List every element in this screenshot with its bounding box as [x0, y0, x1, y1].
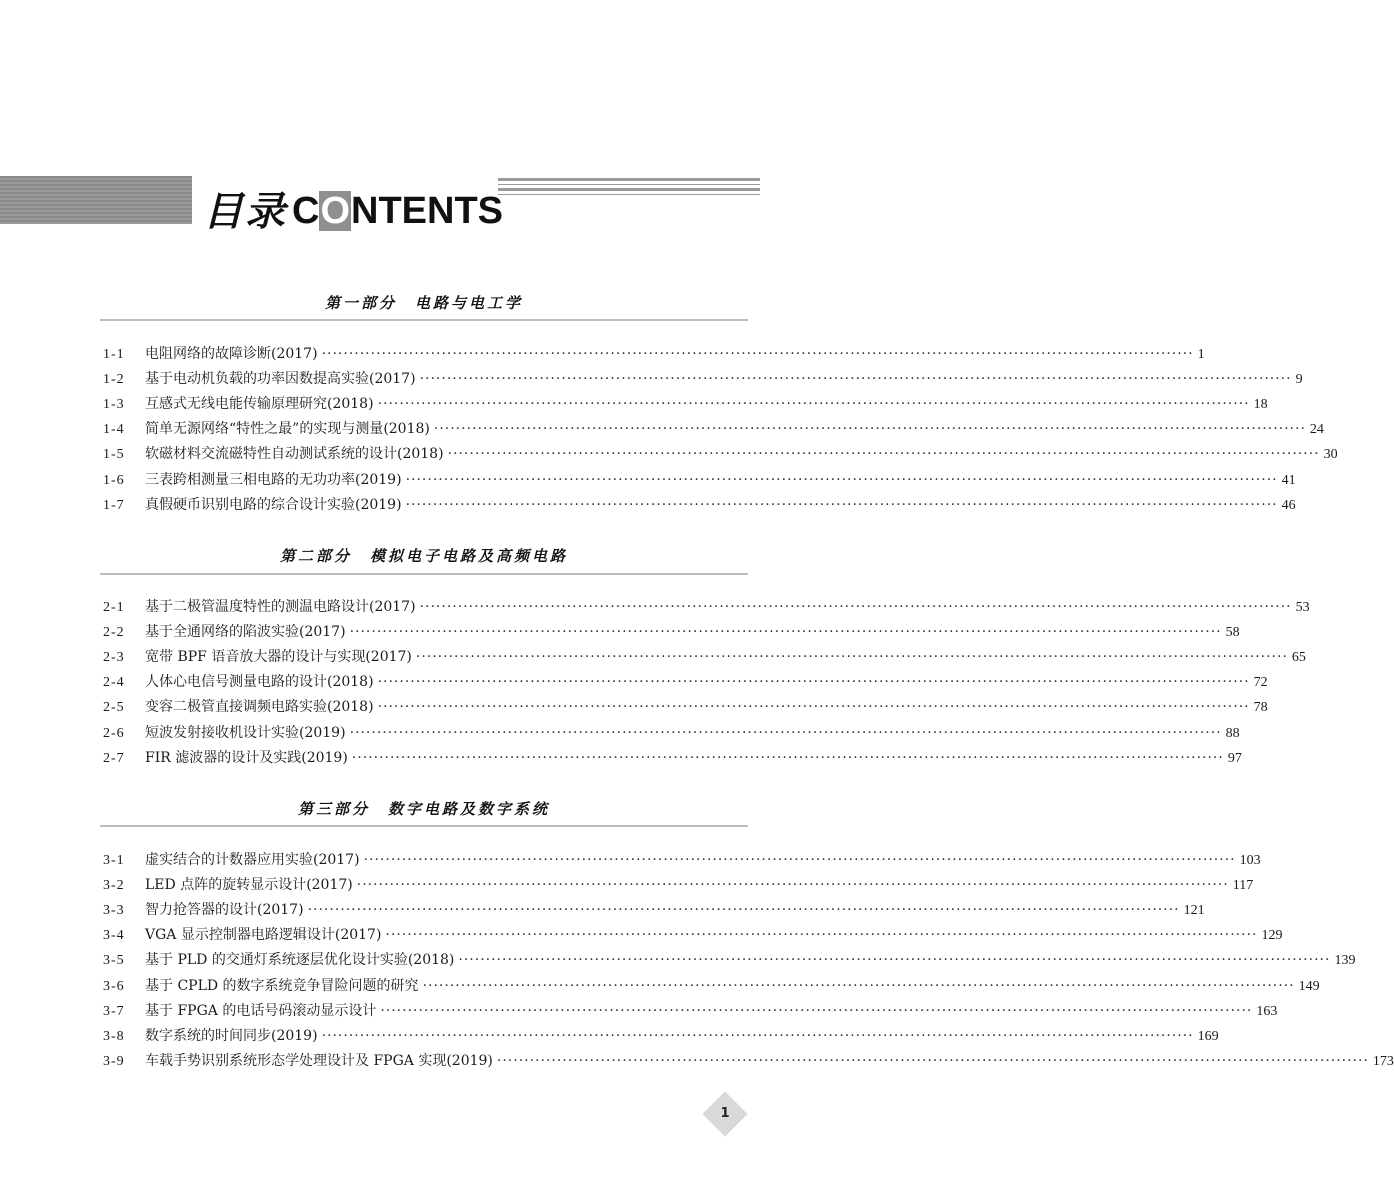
section-title: 第二部分 模拟电子电路及高频电路: [279, 547, 568, 565]
entry-page: 30: [1323, 447, 1338, 463]
entry-page: 65: [1291, 650, 1306, 666]
entry-number: 3-2: [103, 878, 125, 894]
entry-page: 163: [1256, 1003, 1278, 1019]
section-divider: [100, 573, 748, 575]
entry-title: 基于 FPGA 的电话号码滚动显示设计: [145, 1002, 377, 1019]
entry-title: VGA 显示控制器电路逻辑设计(2017): [145, 927, 382, 944]
entry-page: 41: [1281, 472, 1296, 488]
dot-leader: ································································································································································: [422, 977, 1295, 994]
entry-number: 2-2: [103, 625, 125, 641]
entry-number: 3-1: [103, 853, 125, 868]
entry-title: 基于电动机负载的功率因数提高实验(2017): [145, 371, 416, 388]
toc-entry[interactable]: [103, 1049, 1394, 1073]
entry-number: 1-2: [103, 372, 125, 388]
entry-number: 3-3: [103, 903, 125, 919]
entry-page: 58: [1225, 625, 1240, 641]
section-title: 第三部分 数字电路及数字系统: [297, 800, 550, 818]
entry-number: 1-6: [103, 472, 125, 488]
entry-number: 1-1: [103, 347, 125, 362]
entry-title: 软磁材料交流磁特性自动测试系统的设计(2018): [145, 446, 444, 463]
toc-entry[interactable]: [103, 417, 1324, 441]
entry-page: 53: [1295, 600, 1310, 615]
entry-number: 2-3: [103, 650, 125, 666]
toc-entry[interactable]: [103, 721, 1240, 745]
entry-page: 72: [1253, 675, 1268, 691]
entry-page: 103: [1239, 853, 1261, 868]
section-divider: [100, 319, 748, 321]
entry-number: 3-7: [103, 1003, 125, 1019]
toc-entry[interactable]: [103, 898, 1205, 922]
toc-entry[interactable]: [103, 468, 1296, 492]
entry-title: 宽带 BPF 语音放大器的设计与实现(2017): [145, 649, 412, 666]
entry-title: 简单无源网络“特性之最”的实现与测量(2018): [145, 421, 430, 438]
dot-leader: ································································································································································: [447, 446, 1320, 463]
dot-leader: ································································································································································: [385, 927, 1258, 944]
entry-number: 3-8: [103, 1028, 125, 1044]
entry-title: 数字系统的时间同步(2019): [145, 1027, 318, 1044]
contents-header: [0, 170, 850, 235]
section-divider: [100, 825, 748, 827]
title-en-suffix: NTENTS: [351, 190, 504, 232]
entry-page: 117: [1232, 878, 1254, 894]
title-en-highlight: O: [320, 190, 351, 232]
entry-number: 3-9: [103, 1053, 125, 1069]
entry-title: 三表跨相测量三相电路的无功功率(2019): [145, 471, 402, 488]
entry-page: 149: [1298, 978, 1320, 994]
entry-page: 121: [1183, 903, 1205, 919]
dot-leader: ································································································································································: [349, 624, 1222, 641]
page-number: 1: [720, 1106, 730, 1121]
toc-entry[interactable]: [103, 392, 1268, 416]
dot-leader: ································································································································································: [356, 877, 1229, 894]
dot-leader: ································································································································································: [380, 1002, 1253, 1019]
dot-leader: ································································································································································: [321, 1027, 1194, 1044]
dot-leader: ································································································································································: [405, 496, 1278, 513]
entry-title: FIR 滤波器的设计及实践(2019): [145, 749, 348, 766]
entry-title: 车载手势识别系统形态学处理设计及 FPGA 实现(2019): [145, 1052, 493, 1069]
dot-leader: ································································································································································: [351, 749, 1224, 766]
dot-leader: ································································································································································: [377, 674, 1250, 691]
dot-leader: ································································································································································: [377, 699, 1250, 716]
entry-title: 短波发射接收机设计实验(2019): [145, 724, 346, 741]
dot-leader: ································································································································································: [377, 396, 1250, 413]
entry-title: 电阻网络的故障诊断(2017): [145, 346, 318, 362]
entry-page: 169: [1197, 1028, 1219, 1044]
dot-leader: ································································································································································: [415, 649, 1288, 666]
entry-title: 虚实结合的计数器应用实验(2017): [145, 852, 360, 868]
toc-entry[interactable]: [103, 442, 1338, 466]
dot-leader: ································································································································································: [433, 421, 1306, 438]
entry-title: 基于 PLD 的交通灯系统逐层优化设计实验(2018): [145, 952, 455, 969]
dot-leader: ································································································································································: [321, 346, 1194, 362]
dot-leader: ································································································································································: [496, 1052, 1369, 1069]
toc-entry[interactable]: [103, 493, 1296, 517]
dot-leader: ································································································································································: [405, 471, 1278, 488]
entry-page: 1: [1197, 347, 1205, 362]
entry-title: 基于 CPLD 的数字系统竞争冒险问题的研究: [145, 977, 419, 994]
dot-leader: ································································································································································: [458, 952, 1331, 969]
entry-page: 129: [1261, 928, 1283, 944]
header-gray-bar: [0, 176, 192, 224]
entry-page: 97: [1227, 750, 1242, 766]
dot-leader: ································································································································································: [419, 371, 1292, 388]
toc-entry[interactable]: [103, 342, 1205, 366]
toc-entry[interactable]: [103, 595, 1310, 619]
entry-title: 基于全通网络的陷波实验(2017): [145, 624, 346, 641]
toc-entry[interactable]: [103, 670, 1268, 694]
toc-entry[interactable]: [103, 923, 1283, 947]
toc-entry[interactable]: [103, 1024, 1219, 1048]
entry-number: 1-4: [103, 422, 125, 438]
toc-entry[interactable]: [103, 948, 1356, 972]
dot-leader: ································································································································································: [363, 852, 1236, 868]
entry-number: 2-5: [103, 700, 125, 716]
entry-page: 9: [1295, 372, 1303, 388]
entry-number: 3-6: [103, 978, 125, 994]
entry-number: 1-7: [103, 497, 125, 513]
toc-entry[interactable]: [103, 645, 1306, 669]
dot-leader: ································································································································································: [419, 599, 1292, 615]
dot-leader: ································································································································································: [307, 902, 1180, 919]
toc-entry[interactable]: [103, 746, 1242, 770]
dot-leader: ································································································································································: [349, 724, 1222, 741]
entry-page: 173: [1372, 1053, 1394, 1069]
toc-entry[interactable]: [103, 974, 1320, 998]
entry-page: 139: [1334, 953, 1356, 969]
toc-entry[interactable]: [103, 999, 1278, 1023]
toc-entry[interactable]: [103, 848, 1261, 872]
entry-title: 人体心电信号测量电路的设计(2018): [145, 674, 374, 691]
title-en-prefix: C: [292, 190, 320, 232]
toc-entry[interactable]: [103, 367, 1303, 391]
entry-number: 2-4: [103, 675, 125, 691]
title-english: [292, 190, 503, 233]
entry-number: 3-4: [103, 928, 125, 944]
entry-number: 2-6: [103, 725, 125, 741]
entry-number: 2-7: [103, 750, 125, 766]
entry-title: LED 点阵的旋转显示设计(2017): [145, 877, 353, 894]
title-chinese: 目录: [203, 189, 287, 235]
toc-entry[interactable]: [103, 695, 1268, 719]
entry-title: 智力抢答器的设计(2017): [145, 902, 304, 919]
header-decorative-lines: [498, 178, 760, 198]
entry-page: 88: [1225, 725, 1240, 741]
entry-number: 1-3: [103, 397, 125, 413]
entry-title: 互感式无线电能传输原理研究(2018): [145, 396, 374, 413]
entry-title: 变容二极管直接调频电路实验(2018): [145, 699, 374, 716]
entry-title: 基于二极管温度特性的测温电路设计(2017): [145, 599, 416, 615]
entry-page: 18: [1253, 397, 1268, 413]
entry-number: 1-5: [103, 447, 125, 463]
entry-title: 真假硬币识别电路的综合设计实验(2019): [145, 496, 402, 513]
entry-number: 3-5: [103, 953, 125, 969]
entry-page: 78: [1253, 700, 1268, 716]
toc-entry[interactable]: [103, 620, 1240, 644]
entry-number: 2-1: [103, 600, 125, 615]
entry-page: 46: [1281, 497, 1296, 513]
toc-entry[interactable]: [103, 873, 1254, 897]
section-title: 第一部分 电路与电工学: [324, 294, 523, 312]
entry-page: 24: [1309, 422, 1324, 438]
